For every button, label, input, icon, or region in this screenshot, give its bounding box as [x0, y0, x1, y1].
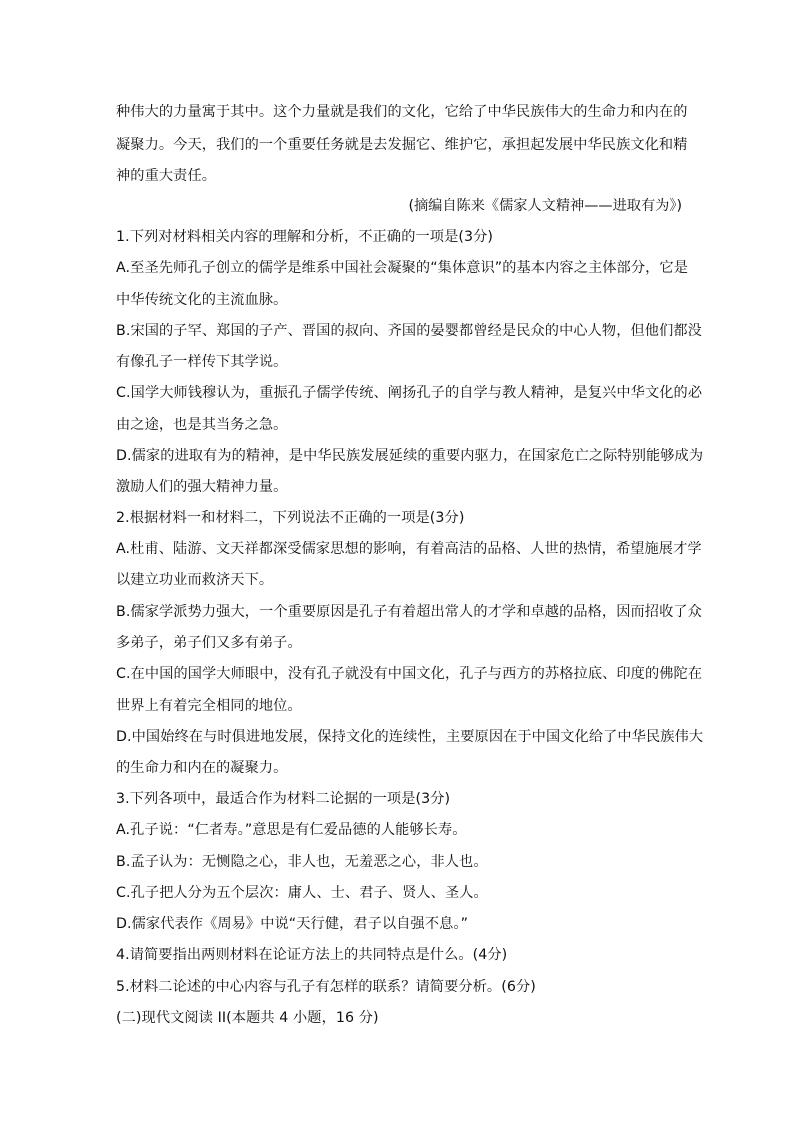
passage-line: 神的重大责任。 — [116, 168, 217, 184]
q3-option-d: D.儒家代表作《周易》中说“天行健，君子以自强不息。” — [116, 916, 469, 932]
question-4: 4.请简要指出两则材料在论证方法上的共同特点是什么。(4分) — [116, 947, 508, 963]
q1-option-d-line2: 激励人们的强大精神力量。 — [116, 479, 288, 495]
question-3-stem: 3.下列各项中，最适合作为材料二论据的一项是(3分) — [116, 791, 451, 807]
passage-source: (摘编自陈来《儒家人文精神——进取有为》) — [408, 198, 682, 214]
question-1-stem: 1.下列对材料相关内容的理解和分析，不正确的一项是(3分) — [116, 229, 494, 245]
q2-option-a-line2: 以建立功业而救济天下。 — [116, 572, 274, 588]
q2-option-a-line1: A.杜甫、陆游、文天祥都深受儒家思想的影响，有着高洁的品格、人世的热情，希望施展才学 — [116, 541, 702, 557]
q3-option-a: A.孔子说：“仁者寿。”意思是有仁爱品德的人能够长寿。 — [116, 822, 467, 838]
q1-option-c-line1: C.国学大师钱穆认为，重振孔子儒学传统、阐扬孔子的自学与教人精神，是复兴中华文化的必 — [116, 385, 703, 401]
q2-option-d-line1: D.中国始终在与时俱进地发展，保持文化的连续性，主要原因在于中国文化给了中华民族伟大 — [116, 729, 704, 745]
section-heading: (二)现代文阅读 II(本题共 4 小题，16 分) — [116, 1010, 379, 1026]
passage-line: 凝聚力。今天，我们的一个重要任务就是去发掘它、维护它，承担起发展中华民族文化和精 — [116, 137, 688, 153]
q1-option-a-line2: 中华传统文化的主流血脉。 — [116, 292, 288, 308]
q3-option-b: B.孟子认为：无恻隐之心，非人也，无羞恶之心，非人也。 — [116, 854, 488, 870]
q2-option-c-line2: 世界上有着完全相同的地位。 — [116, 698, 302, 714]
q1-option-b-line1: B.宋国的子罕、郑国的子产、晋国的叔向、齐国的晏婴都曾经是民众的中心人物，但他们都没 — [116, 323, 702, 339]
q3-option-c: C.孔子把人分为五个层次：庸人、士、君子、贤人、圣人。 — [116, 885, 488, 901]
question-5: 5.材料二论述的中心内容与孔子有怎样的联系？请简要分析。(6分) — [116, 979, 536, 995]
passage-line: 种伟大的力量寓于其中。这个力量就是我们的文化，它给了中华民族伟大的生命力和内在的 — [116, 104, 688, 120]
q2-option-b-line2: 多弟子，弟子们又多有弟子。 — [116, 635, 302, 651]
q2-option-b-line1: B.儒家学派势力强大，一个重要原因是孔子有着超出常人的才学和卓越的品格，因而招收了众 — [116, 604, 702, 620]
q2-option-c-line1: C.在中国的国学大师眼中，没有孔子就没有中国文化，孔子与西方的苏格拉底、印度的佛陀在 — [116, 666, 703, 682]
q1-option-c-line2: 由之途，也是其当务之急。 — [116, 417, 288, 433]
q1-option-b-line2: 有像孔子一样传下其学说。 — [116, 354, 288, 370]
q1-option-a-line1: A.至圣先师孔子创立的儒学是维系中国社会凝聚的“集体意识”的基本内容之主体部分，它是 — [116, 260, 688, 276]
q2-option-d-line2: 的生命力和内在的凝聚力。 — [116, 760, 288, 776]
question-2-stem: 2.根据材料一和材料二，下列说法不正确的一项是(3分) — [116, 510, 465, 526]
q1-option-d-line1: D.儒家的进取有为的精神，是中华民族发展延续的重要内驱力，在国家危亡之际特别能够成为 — [116, 448, 704, 464]
